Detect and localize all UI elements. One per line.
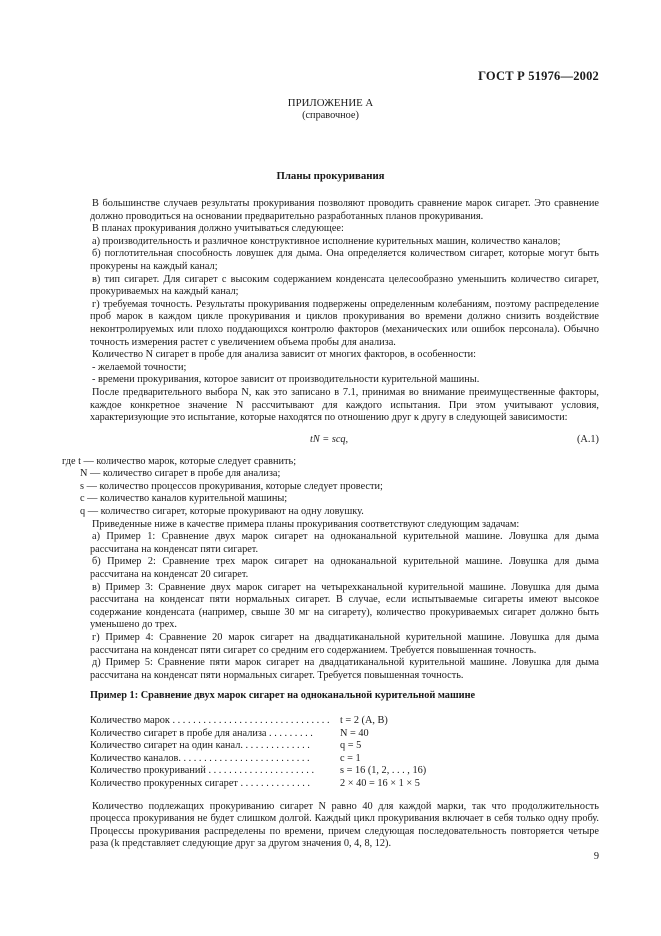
parameter-row [90,778,599,791]
formula-expression: tN = scq, [310,433,349,445]
paragraph: а) производительность и различное конструктивное исполнение курительных машин, количество каналов; [92,235,561,247]
document-body [62,198,599,851]
example1-title: Пример 1: Сравнение двух марок сигарет на одноканальной курительной машине [90,690,476,702]
paragraph: После предварительного выбора N, как это записано в 7.1, принимая во внимание преимущественные факторы, каждое конкретное значение N рассчитывают для каждого испытания. При этом учитывают условия, характеризующие это испытание, которые находятся по отношению друг к другу в следующей зависимости: [90,386,599,424]
paragraph: Приведенные ниже в качестве примера планы прокуривания соответствуют следующим задачам: [92,518,520,530]
paragraph: Количество N сигарет в пробе для анализа зависит от многих факторов, в особенности: [92,349,476,361]
parameter-row [90,740,599,753]
parameter-label: Количество марок . . . . . . . . . . . . . . . . . . . . . . . . . . . . . . . [90,714,330,726]
parameter-label: Количество сигарет в пробе для анализа . . . . . . . . . [90,727,313,739]
example-item: а) Пример 1: Сравнение двух марок сигарет на одноканальной курительной машине. Ловушка для дыма рассчитана на конденсат пяти сигарет. [90,531,599,555]
paragraph: в) тип сигарет. Для сигарет с высоким содержанием конденсата целесообразно уменьшить количество сигарет, прокуриваемых на каждый канал; [90,273,599,298]
section-title: Планы прокуривания [276,170,385,182]
parameter-label: Количество каналов. . . . . . . . . . . . . . . . . . . . . . . . . . [90,752,310,764]
paragraph: б) поглотительная способность ловушек для дыма. Она определяется количеством сигарет, которые могут быть прокурены на каждый канал; [90,248,599,272]
parameter-row [90,753,599,766]
example-item: д) Пример 5: Сравнение пяти марок сигарет на двадцатиканальной курительной машине. Ловушка для дыма рассчитана на конденсат пяти нормальных сигарет. Требуется повышенная точность. [90,657,599,681]
standard-number: ГОСТ Р 51976—2002 [478,69,599,83]
paragraph: г) требуемая точность. Результаты прокуривания подвержены определенным колебаниям, поэтому распределение проб марок в каждом цикле прокуривания и циклов прокуривания во времени должно снизить воздействие неконтролируемых или плохо поддающихся контролю факторов (механических или ошибок персонала). Обычно точность измерения растет с увеличением объема пробы для анализа. [90,298,599,348]
parameter-row [90,728,599,741]
parameter-value: t = 2 (A, B) [340,714,388,726]
example1-parameters [90,715,599,791]
paragraph: - времени прокуривания, которое зависит от производительности курительной машины. [92,374,480,386]
paragraph: В планах прокуривания должно учитываться следующее: [92,223,344,235]
example-item: б) Пример 2: Сравнение трех марок сигарет на одноканальной курительной машине. Ловушка для дыма рассчитана на конденсат 20 сигарет. [90,556,599,581]
formula-a1 [90,428,599,456]
example1-conclusion: Количество подлежащих прокуриванию сигарет N равно 40 для каждой марки, так что продолжительность процесса прокуривания не будет слишком долгой. Каждый цикл прокуривания включает в себя только одну пробу. Процессы прокуривания распределены по времени, причем следующая последовательность повторяется четыре раза (k представляет следующие друг за другом значения 0, 4, 8, 12). [90,800,599,850]
legend-item: q — количество сигарет, которые прокуривают на одну ловушку. [80,506,364,518]
appendix-subtitle: (справочное) [302,110,359,121]
parameter-value: c = 1 [340,752,361,764]
parameter-value: N = 40 [340,727,369,739]
example-item: г) Пример 4: Сравнение 20 марок сигарет на двадцатиканальной курительной машине. Ловушка для дыма рассчитана на конденсат пяти сигарет со средним его содержанием. Требуется повышенная точность. [90,632,599,656]
parameter-value: 2 × 40 = 16 × 1 × 5 [340,777,420,789]
parameter-row [90,715,599,728]
parameter-row [90,765,599,778]
variable-legend [62,456,599,519]
example-item: в) Пример 3: Сравнение двух марок сигарет на четырехканальной курительной машине. Ловушка для дыма рассчитана на конденсат пяти нормальных сигарет. В случае, если испытываемые сигареты имеют высокое содержание конденсата (например, свыше 30 мг на сигарету), количество прокуриваемых сигарет должно быть уменьшено до трех. [90,581,599,631]
legend-item: где t — количество марок, которые следует сравнить; [62,455,297,467]
parameter-value: s = 16 (1, 2, . . . , 16) [340,765,427,777]
paragraph: В большинстве случаев результаты прокуривания позволяют проводить сравнение марок сигарет. Это сравнение должно проводиться на основании предварительно разработанных планов прокуривания. [90,198,599,222]
paragraph: - желаемой точности; [92,361,187,373]
parameter-label: Количество прокуриваний . . . . . . . . . . . . . . . . . . . . . [90,765,315,777]
parameter-label: Количество прокуренных сигарет . . . . . . . . . . . . . . [90,777,310,789]
appendix-title: ПРИЛОЖЕНИЕ А [287,97,374,109]
page-number: 9 [593,851,599,862]
legend-item: N — количество сигарет в пробе для анализа; [80,468,281,480]
legend-item: s — количество процессов прокуривания, которые следует провести; [80,480,383,492]
parameter-value: q = 5 [340,740,362,752]
parameter-label: Количество сигарет на один канал. . . . . . . . . . . . . . [90,740,310,752]
formula-number: (A.1) [576,433,599,445]
legend-item: c — количество каналов курительной машины; [80,493,288,505]
